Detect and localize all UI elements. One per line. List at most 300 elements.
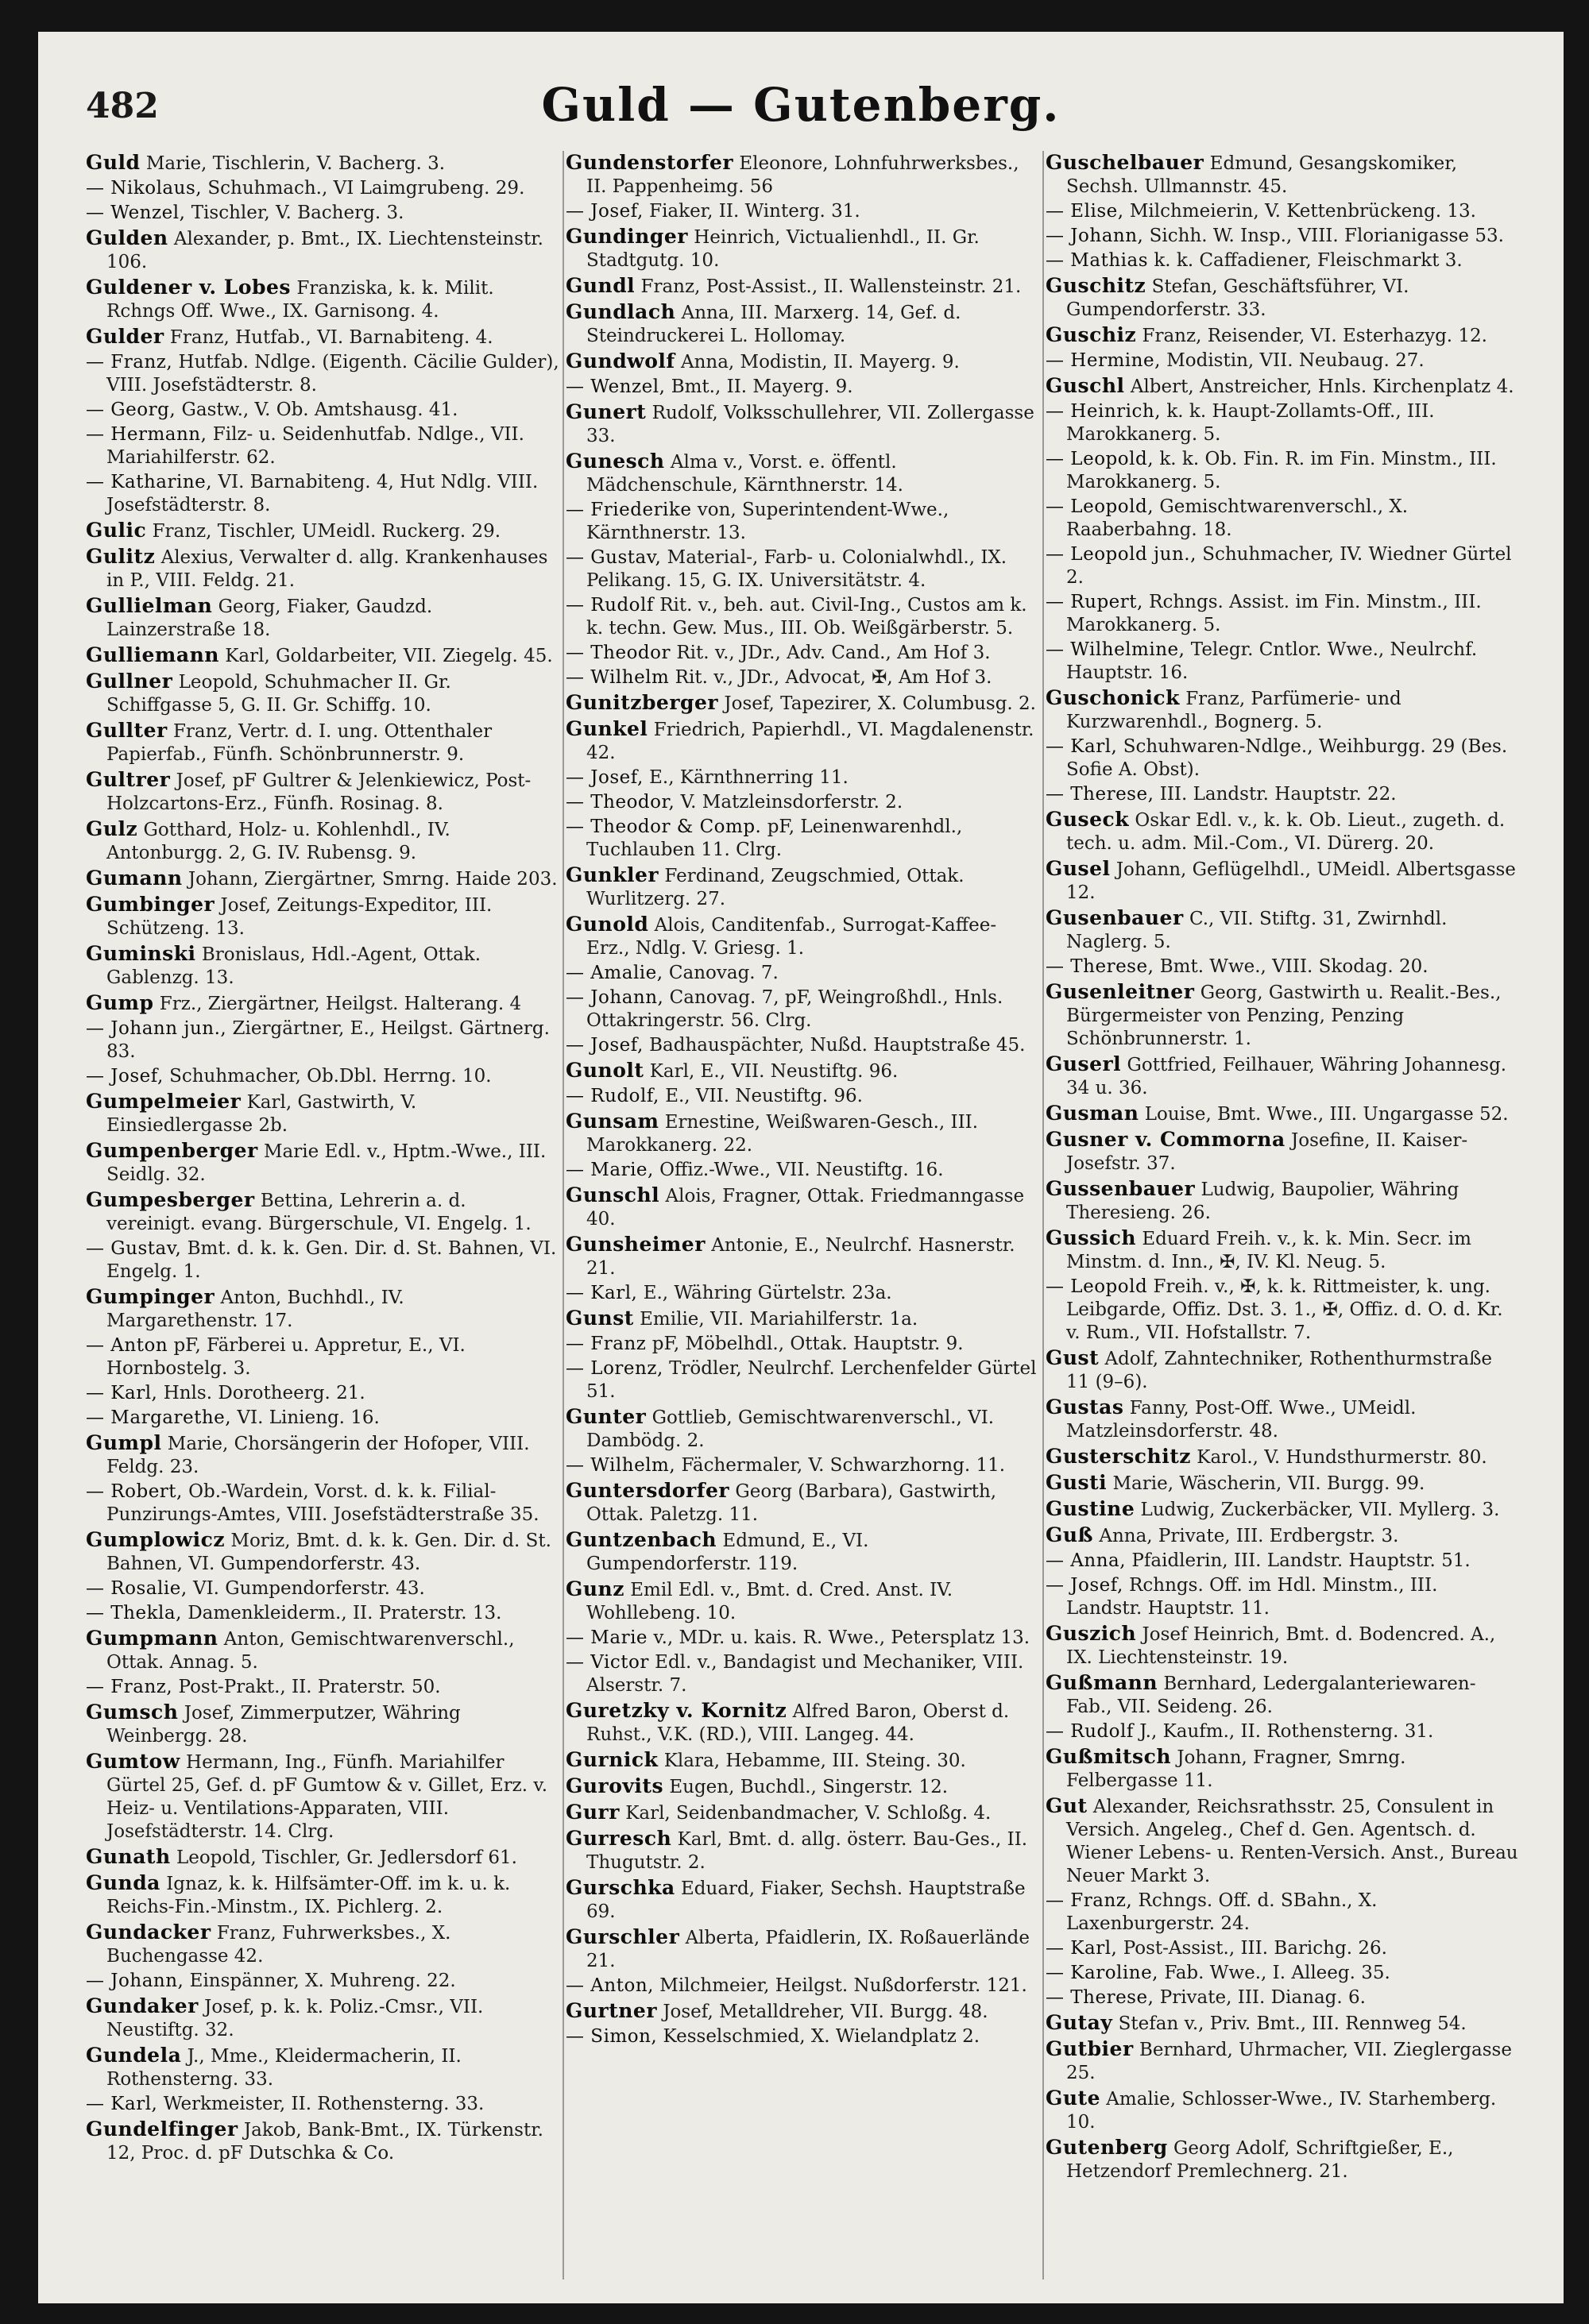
entry-details: Ludwig, Zuckerbäcker, VII. Myllerg. 3. xyxy=(1140,1500,1500,1520)
directory-entry xyxy=(566,1651,1039,1697)
entry-surname: Gutay xyxy=(1046,2011,1113,2034)
entry-surname: — Wenzel, xyxy=(566,376,666,397)
column-3 xyxy=(1046,151,1519,2280)
entry-surname: — Wilhelm, xyxy=(566,1455,676,1476)
entry-surname: Gunkler xyxy=(566,863,659,886)
directory-entry xyxy=(86,1480,559,1527)
column-1 xyxy=(86,151,559,2280)
entry-details: Canovag. 7, pF, Weingroßhdl., Hnls. Ottakringerstr. 56. Clrg. xyxy=(586,987,1003,1031)
entry-details: Gotthard, Holz- u. Kohlenhdl., IV. Antonburgg. 2, G. IV. Rubensg. 9. xyxy=(106,820,450,863)
directory-entry xyxy=(86,1139,559,1187)
directory-entry xyxy=(86,942,559,990)
directory-entry xyxy=(1046,1276,1519,1345)
entry-details: Ernestine, Weißwaren-Gesch., III. Marokkanerg. 22. xyxy=(586,1112,979,1156)
directory-entry xyxy=(566,1876,1039,1924)
entry-details: E., Währing Gürtelstr. 23a. xyxy=(643,1283,892,1303)
entry-surname: — Rudolf, xyxy=(566,1086,659,1106)
directory-entry xyxy=(1046,374,1519,399)
entry-details: Einspänner, X. Muhreng. 22. xyxy=(189,1971,456,1991)
directory-entry xyxy=(1046,1574,1519,1620)
entry-details: Hnls. Dorotheerg. 21. xyxy=(163,1383,365,1403)
directory-entry xyxy=(566,1307,1039,1331)
entry-surname: — Elise, xyxy=(1046,201,1124,222)
entry-surname: Gumplowicz xyxy=(86,1528,226,1551)
directory-entry xyxy=(86,1970,559,1993)
entry-surname: Guß xyxy=(1046,1523,1094,1546)
entry-surname: — Hermann, xyxy=(86,424,207,445)
entry-surname: Gulz xyxy=(86,817,138,840)
entry-details: Freih. v., ✠, k. k. Rittmeister, k. ung. Leibgarde, Offiz. Dst. 3. 1., ✠, Offiz. d. O. d. Kr. v. Rum., VII. Hofstallstr. 7. xyxy=(1066,1276,1503,1343)
entry-details: Franz, Tischler, UMeidl. Ruckerg. 29. xyxy=(152,521,501,542)
entry-surname: Gundenstorfer xyxy=(566,151,734,174)
entry-surname: — Theodor xyxy=(566,643,671,663)
directory-entry xyxy=(1046,151,1519,199)
entry-surname: Gunath xyxy=(86,1845,171,1868)
entry-surname: Guntersdorfer xyxy=(566,1479,730,1502)
entry-surname: Gunold xyxy=(566,913,649,936)
entry-surname: — Josef, xyxy=(86,1066,164,1087)
entry-surname: — Georg, xyxy=(86,400,176,420)
directory-entry xyxy=(1046,2136,1519,2183)
column-divider xyxy=(1042,151,1044,2280)
directory-entry xyxy=(86,1065,559,1088)
entry-surname: Gut xyxy=(1046,1794,1088,1817)
directory-entry xyxy=(1046,1622,1519,1670)
entry-surname: Gullner xyxy=(86,670,173,693)
entry-surname: Gußmann xyxy=(1046,1671,1158,1694)
entry-details: Josef, p. k. k. Poliz.-Cmsr., VII. Neustiftg. 32. xyxy=(106,1997,484,2040)
entry-details: Edmund, E., VI. Gumpendorferstr. 119. xyxy=(586,1531,869,1574)
directory-entry xyxy=(86,1676,559,1699)
entry-details: Edl. v., Bandagist und Mechaniker, VIII. Alserstr. 7. xyxy=(586,1652,1024,1696)
entry-surname: Gutbier xyxy=(1046,2037,1134,2060)
directory-entry xyxy=(1046,1226,1519,1274)
directory-entry xyxy=(566,1577,1039,1625)
entry-surname: Gulic xyxy=(86,519,147,542)
entry-surname: Gulden xyxy=(86,226,168,249)
entry-surname: — Robert, xyxy=(86,1481,183,1502)
directory-entry xyxy=(86,1627,559,1674)
entry-details: Fiaker, II. Winterg. 31. xyxy=(649,201,860,222)
entry-surname: — Karoline, xyxy=(1046,1963,1158,1983)
entry-details: k. k. Haupt-Zollamts-Off., III. Marokkanerg. 5. xyxy=(1066,401,1435,445)
entry-surname: Gurtner xyxy=(566,1999,657,2022)
page-number: 482 xyxy=(86,86,159,126)
directory-entry xyxy=(566,499,1039,545)
directory-entry xyxy=(566,1405,1039,1453)
entry-surname: Gundinger xyxy=(566,225,688,248)
entry-surname: Gullielman xyxy=(86,594,213,617)
directory-entry xyxy=(86,1237,559,1284)
entry-surname: Gunkel xyxy=(566,717,648,740)
entry-details: Bronislaus, Hdl.-Agent, Ottak. Gablenzg. 13. xyxy=(106,944,481,988)
directory-entry xyxy=(86,670,559,717)
entry-details: Bernhard, Ledergalanteriewaren-Fab., VII. Seideng. 26. xyxy=(1066,1674,1476,1717)
entry-details: Rit. v., JDr., Advocat, ✠, Am Hof 3. xyxy=(675,667,992,688)
entry-surname: Gurschka xyxy=(566,1876,675,1899)
directory-entry xyxy=(1046,1445,1519,1469)
entry-surname: Gunda xyxy=(86,1871,160,1894)
entry-details: Bmt. Wwe., VIII. Skodag. 20. xyxy=(1159,956,1429,977)
directory-entry xyxy=(86,1188,559,1236)
directory-entry xyxy=(1046,1962,1519,1985)
entry-details: Georg (Barbara), Gastwirth, Ottak. Paletzg. 11. xyxy=(586,1481,997,1525)
directory-entry xyxy=(566,1925,1039,1973)
entry-surname: — Johann jun., xyxy=(86,1018,227,1039)
directory-entry xyxy=(566,913,1039,960)
entry-details: Bernhard, Uhrmacher, VII. Zieglergasse 25. xyxy=(1066,2040,1512,2083)
entry-surname: Gurresch xyxy=(566,1827,672,1850)
directory-entry xyxy=(566,863,1039,911)
entry-surname: — Wilhelm xyxy=(566,667,670,688)
entry-surname: — Lorenz, xyxy=(566,1358,663,1379)
directory-entry xyxy=(566,1999,1039,2024)
entry-details: Josef, Zeitungs-Expeditor, III. Schützeng. 13. xyxy=(106,895,493,939)
entry-details: Hutfab. Ndlge. (Eigenth. Cäcilie Gulder), VIII. Josefstädterstr. 8. xyxy=(106,352,559,396)
entry-details: Karl, Seidenbandmacher, V. Schloßg. 4. xyxy=(625,1803,992,1824)
entry-details: Ignaz, k. k. Hilfsämter-Off. im k. u. k. Reichs-Fin.-Minstm., IX. Pichlerg. 2. xyxy=(106,1874,511,1917)
directory-entry xyxy=(86,867,559,891)
entry-details: Badhauspächter, Nußd. Hauptstraße 45. xyxy=(649,1035,1026,1056)
directory-entry xyxy=(1046,955,1519,979)
entry-surname: — Leopold, xyxy=(1046,449,1154,469)
entry-surname: Gussich xyxy=(1046,1226,1137,1249)
entry-details: Edmund, Gesangskomiker, Sechsh. Ullmannstr. 45. xyxy=(1066,153,1458,197)
directory-entry xyxy=(86,1577,559,1600)
entry-surname: — Anna, xyxy=(1046,1550,1127,1571)
directory-entry xyxy=(1046,400,1519,446)
entry-details: Georg, Gastwirth u. Realit.-Bes., Bürgermeister von Penzing, Penzing Schönbrunnerstr. 1. xyxy=(1066,982,1502,1049)
entry-surname: Guld xyxy=(86,151,141,174)
directory-entry xyxy=(1046,1177,1519,1225)
entry-surname: Guseck xyxy=(1046,808,1130,831)
entry-details: C., VII. Stiftg. 31, Zwirnhdl. Naglerg. 5. xyxy=(1066,909,1448,952)
page-header xyxy=(86,70,1516,141)
entry-surname: Gulliemann xyxy=(86,643,219,666)
directory-entry xyxy=(1046,1128,1519,1176)
entry-surname: Guschitz xyxy=(1046,274,1146,297)
entry-details: Josef, Tapezirer, X. Columbusg. 2. xyxy=(724,693,1036,714)
directory-entry xyxy=(566,1110,1039,1157)
entry-details: Fächermaler, V. Schwarzhorng. 11. xyxy=(681,1455,1006,1476)
directory-entry xyxy=(1046,1937,1519,1960)
entry-surname: — Rosalie, xyxy=(86,1578,188,1599)
entry-surname: Guminski xyxy=(86,942,196,965)
directory-entry xyxy=(566,274,1039,299)
entry-surname: — Josef, xyxy=(566,767,644,788)
entry-details: Telegr. Cntlor. Wwe., Neulrchf. Hauptstr. 16. xyxy=(1066,639,1478,683)
entry-surname: Guschonick xyxy=(1046,686,1180,709)
entry-surname: Gunert xyxy=(566,400,647,423)
entry-details: VI. Gumpendorferstr. 43. xyxy=(192,1578,425,1599)
entry-surname: Guschl xyxy=(1046,374,1125,397)
entry-surname: — Marie, xyxy=(566,1160,654,1180)
directory-entry xyxy=(1046,274,1519,322)
directory-entry xyxy=(86,2044,559,2091)
entry-details: J., Mme., Kleidermacherin, II. Rothensterng. 33. xyxy=(106,2046,462,2090)
entry-surname: Gusman xyxy=(1046,1102,1139,1125)
entry-details: k. k. Caffadiener, Fleischmarkt 3. xyxy=(1154,250,1463,271)
entry-details: Eleonore, Lohnfuhrwerksbes., II. Pappenheimg. 56 xyxy=(586,153,1019,197)
directory-entry xyxy=(1046,1890,1519,1936)
directory-entry xyxy=(1046,1671,1519,1719)
directory-entry xyxy=(86,202,559,225)
directory-entry xyxy=(1046,2037,1519,2085)
entry-details: Milchmeier, Heilgst. Nußdorferstr. 121. xyxy=(659,1975,1027,1996)
directory-entry xyxy=(566,766,1039,789)
entry-details: Tischler, V. Bacherg. 3. xyxy=(191,203,404,223)
directory-entry xyxy=(86,1701,559,1748)
directory-entry xyxy=(566,816,1039,862)
directory-entry xyxy=(1046,1471,1519,1496)
entry-details: Ob.-Wardein, Vorst. d. k. k. Filial-Punzirungs-Amtes, VIII. Josefstädterstraße 35. xyxy=(106,1481,539,1525)
entry-surname: Gusner v. Commorna xyxy=(1046,1128,1286,1151)
directory-entry xyxy=(566,1159,1039,1182)
entry-details: Rchngs. Off. d. SBahn., X. Laxenburgerstr. 24. xyxy=(1066,1890,1378,1934)
entry-surname: — Marie xyxy=(566,1627,648,1648)
entry-details: Ziergärtner, E., Heilgst. Gärtnerg. 83. xyxy=(106,1018,550,1062)
entry-surname: Gulitz xyxy=(86,545,156,568)
directory-entry xyxy=(1046,639,1519,685)
directory-entry xyxy=(1046,906,1519,954)
directory-entry xyxy=(1046,448,1519,494)
directory-entry xyxy=(86,1921,559,1968)
entry-surname: Gurschler xyxy=(566,1925,680,1948)
entry-surname: Guserl xyxy=(1046,1052,1122,1075)
entry-details: Oskar Edl. v., k. k. Ob. Lieut., zugeth. d. tech. u. adm. Mil.-Com., VI. Dürerg. 20. xyxy=(1066,810,1506,854)
directory-entry xyxy=(566,717,1039,765)
directory-entry xyxy=(86,226,559,274)
entry-details: Marie, Wäscherin, VII. Burgg. 99. xyxy=(1112,1473,1425,1494)
directory-entry xyxy=(1046,1346,1519,1394)
directory-entry xyxy=(566,1748,1039,1773)
entry-surname: Gumann xyxy=(86,867,183,890)
directory-entry xyxy=(86,399,559,422)
entry-details: Material-, Farb- u. Colonialwhdl., IX. Pelikang. 15, G. IX. Universitätstr. 4. xyxy=(586,547,1007,591)
directory-entry xyxy=(1046,496,1519,542)
entry-surname: Gunz xyxy=(566,1577,624,1600)
entry-details: Ferdinand, Zeugschmied, Ottak. Wurlitzerg. 27. xyxy=(586,866,965,909)
entry-details: Josefine, II. Kaiser-Josefstr. 37. xyxy=(1066,1130,1468,1174)
directory-entry xyxy=(86,471,559,517)
entry-details: Private, III. Dianag. 6. xyxy=(1159,1987,1366,2008)
directory-entry xyxy=(566,1528,1039,1576)
entry-details: Klara, Hebamme, III. Steing. 30. xyxy=(663,1751,966,1771)
entry-details: Leopold, Tischler, Gr. Jedlersdorf 61. xyxy=(176,1847,517,1868)
entry-surname: — Johann, xyxy=(1046,226,1144,246)
directory-entry xyxy=(86,423,559,469)
entry-surname: Gusterschitz xyxy=(1046,1445,1191,1468)
directory-entry xyxy=(1046,543,1519,589)
entry-surname: Gultrer xyxy=(86,768,171,791)
entry-details: Albert, Anstreicher, Hnls. Kirchenplatz 4. xyxy=(1130,376,1514,397)
entry-surname: Gussenbauer xyxy=(1046,1177,1196,1200)
entry-surname: Guschelbauer xyxy=(1046,151,1204,174)
entry-surname: — Therese, xyxy=(1046,1987,1154,2008)
directory-entry xyxy=(86,1017,559,1064)
column-2 xyxy=(566,151,1039,2280)
directory-entry xyxy=(566,1699,1039,1747)
entry-surname: — Wilhelmine, xyxy=(1046,639,1185,660)
entry-details: Schuhwaren-Ndlge., Weihburgg. 29 (Bes. Sofie A. Obst). xyxy=(1066,736,1508,780)
entry-details: Anton, Buchhdl., IV. Margarethenstr. 17. xyxy=(106,1287,404,1331)
entry-surname: — Karl, xyxy=(1046,736,1118,757)
directory-entry xyxy=(1046,225,1519,248)
entry-details: Alma v., Vorst. e. öffentl. Mädchenschule, Kärnthnerstr. 14. xyxy=(586,452,903,496)
entry-surname: Gunter xyxy=(566,1405,647,1428)
entry-surname: — Franz, xyxy=(86,352,173,373)
entry-surname: Gumpinger xyxy=(86,1285,215,1308)
directory-entry xyxy=(86,1528,559,1576)
entry-surname: — Friederike xyxy=(566,500,692,520)
entry-details: Pfaidlerin, III. Landstr. Hauptstr. 51. xyxy=(1131,1550,1471,1571)
directory-entry xyxy=(1046,1523,1519,1548)
entry-surname: — Franz, xyxy=(86,1677,173,1697)
directory-entry xyxy=(566,1357,1039,1403)
entry-details: Franz, Vertr. d. I. ung. Ottenthaler Papierfab., Fünfh. Schönbrunnerstr. 9. xyxy=(106,721,493,765)
entry-details: Moriz, Bmt. d. k. k. Gen. Dir. d. St. Bahnen, VI. Gumpendorferstr. 43. xyxy=(106,1531,551,1574)
entry-surname: — Theodor, xyxy=(566,792,675,813)
entry-details: Gottfried, Feilhauer, Währing Johannesg. 34 u. 36. xyxy=(1066,1055,1507,1098)
entry-surname: — Josef, xyxy=(1046,1575,1123,1596)
directory-entry xyxy=(566,376,1039,399)
directory-entry xyxy=(566,1085,1039,1108)
entry-details: Modistin, VII. Neubaug. 27. xyxy=(1166,350,1425,371)
entry-details: Hermann, Ing., Fünfh. Mariahilfer Gürtel 25, Gef. d. pF Gumtow & v. Gillet, Erz. v. Heiz- u. Ventilations-Apparaten, VIII. Josefstädterstr. 14. Clrg. xyxy=(106,1752,547,1842)
entry-details: Sichh. W. Insp., VIII. Florianigasse 53. xyxy=(1149,226,1504,246)
directory-entry xyxy=(566,1479,1039,1527)
directory-entry xyxy=(566,2025,1039,2048)
directory-entry xyxy=(86,1602,559,1625)
directory-entry xyxy=(566,151,1039,199)
directory-entry xyxy=(86,1407,559,1430)
directory-entry xyxy=(1046,686,1519,734)
directory-entry xyxy=(1046,1794,1519,1888)
directory-entry xyxy=(566,349,1039,374)
entry-surname: Gundela xyxy=(86,2044,182,2067)
entry-surname: Gurr xyxy=(566,1801,620,1824)
entry-details: Werkmeister, II. Rothensterng. 33. xyxy=(163,2094,485,2114)
entry-details: Ludwig, Baupolier, Währing Theresieng. 26. xyxy=(1066,1179,1459,1223)
entry-details: Franz, Hutfab., VI. Barnabiteng. 4. xyxy=(169,327,493,348)
directory-entry xyxy=(566,1333,1039,1356)
entry-details: Anna, Private, III. Erdbergstr. 3. xyxy=(1099,1526,1399,1546)
entry-details: Fab. Wwe., I. Alleeg. 35. xyxy=(1164,1963,1390,1983)
entry-surname: Gundacker xyxy=(86,1921,211,1944)
entry-surname: Guntzenbach xyxy=(566,1528,717,1551)
entry-surname: — Margarethe, xyxy=(86,1407,232,1428)
entry-details: Johann, Geflügelhdl., UMeidl. Albertsgasse 12. xyxy=(1066,859,1516,903)
entry-surname: — Anton xyxy=(86,1335,168,1356)
entry-details: Alois, Fragner, Ottak. Friedmanngasse 40. xyxy=(586,1186,1025,1230)
directory-entry xyxy=(566,666,1039,689)
running-head: Guld — Gutenberg. xyxy=(541,78,1061,132)
entry-details: Gemischtwarenverschl., X. Raaberbahng. 18. xyxy=(1066,496,1409,540)
directory-entry xyxy=(566,962,1039,985)
entry-details: Emilie, VII. Mariahilferstr. 1a. xyxy=(640,1309,918,1330)
directory-entry xyxy=(566,225,1039,272)
entry-details: Johann, Fragner, Smrng. Felbergasse 11. xyxy=(1066,1747,1406,1791)
entry-surname: Gumpenberger xyxy=(86,1139,258,1162)
entry-details: Canovag. 7. xyxy=(668,963,779,983)
entry-details: III. Landstr. Hauptstr. 22. xyxy=(1159,784,1397,805)
entry-details: Gastw., V. Ob. Amtshausg. 41. xyxy=(181,400,458,420)
directory-entry xyxy=(566,400,1039,448)
entry-details: Offiz.-Wwe., VII. Neustiftg. 16. xyxy=(659,1160,944,1180)
entry-details: Anna, III. Marxerg. 14, Gef. d. Steindruckerei L. Hollomay. xyxy=(586,303,961,346)
directory-entry xyxy=(1046,1052,1519,1100)
entry-surname: Gumpmann xyxy=(86,1627,218,1650)
entry-details: Karl, Goldarbeiter, VII. Ziegelg. 45. xyxy=(225,646,553,666)
entry-surname: Gulder xyxy=(86,325,164,348)
entry-details: Post-Prakt., II. Praterstr. 50. xyxy=(178,1677,441,1697)
entry-details: Eduard, Fiaker, Sechsh. Hauptstraße 69. xyxy=(586,1878,1026,1922)
entry-details: Franz, Parfümerie- und Kurzwarenhdl., Bognerg. 5. xyxy=(1066,689,1401,732)
entry-surname: Gunsheimer xyxy=(566,1233,706,1256)
entry-surname: — Victor xyxy=(566,1652,649,1673)
entry-details: Alexius, Verwalter d. allg. Krankenhauses in P., VIII. Feldg. 21. xyxy=(106,547,548,591)
entry-surname: Gumsch xyxy=(86,1701,179,1724)
directory-entry xyxy=(86,1845,559,1870)
entry-details: Josef Heinrich, Bmt. d. Bodencred. A., IX. Liechtensteinstr. 19. xyxy=(1066,1624,1496,1668)
directory-entry xyxy=(1046,808,1519,855)
entry-details: Johann, Ziergärtner, Smrng. Haide 203. xyxy=(188,869,558,890)
entry-details: Karl, Bmt. d. allg. österr. Bau-Ges., II. Thugutstr. 2. xyxy=(586,1829,1028,1873)
directory-entry xyxy=(86,768,559,816)
entry-surname: Gußmitsch xyxy=(1046,1745,1171,1768)
entry-surname: Gurovits xyxy=(566,1774,664,1797)
directory-entry xyxy=(1046,2011,1519,2036)
directory-entry xyxy=(1046,1497,1519,1522)
directory-entry xyxy=(566,546,1039,593)
entry-details: Friedrich, Papierhdl., VI. Magdalenenstr. 42. xyxy=(586,720,1034,763)
entry-surname: — Katharine, xyxy=(86,472,213,492)
entry-surname: Guschiz xyxy=(1046,323,1137,346)
directory-entry xyxy=(86,351,559,397)
entry-surname: — Karl, xyxy=(566,1283,638,1303)
directory-entry xyxy=(566,1034,1039,1057)
entry-details: Alfred Baron, Oberst d. Ruhst., V.K. (RD.), VIII. Langeg. 44. xyxy=(586,1701,1010,1745)
entry-details: Schuhmacher, Ob.Dbl. Herrng. 10. xyxy=(169,1066,492,1087)
directory-entry xyxy=(1046,735,1519,782)
entry-surname: Gumpelmeier xyxy=(86,1090,242,1113)
directory-entry xyxy=(86,1750,559,1843)
directory-entry xyxy=(86,519,559,543)
directory-entry xyxy=(1046,1102,1519,1126)
entry-surname: Gumpl xyxy=(86,1431,162,1454)
entry-surname: Gusel xyxy=(1046,857,1111,880)
entry-surname: — Johann, xyxy=(86,1971,184,1991)
entry-details: v., MDr. u. kais. R. Wwe., Petersplatz 13. xyxy=(653,1627,1030,1648)
entry-surname: Gusenbauer xyxy=(1046,906,1184,929)
entry-details: Jakob, Bank-Bmt., IX. Türkenstr. 12, Proc. d. pF Dutschka & Co. xyxy=(106,2120,543,2164)
entry-details: Alexander, p. Bmt., IX. Liechtensteinstr. 106. xyxy=(106,229,543,272)
entry-surname: — Karl, xyxy=(1046,1938,1118,1959)
directory-entry xyxy=(86,893,559,940)
directory-entry xyxy=(566,1975,1039,1998)
entry-surname: — Leopold jun., xyxy=(1046,544,1197,565)
entry-details: Marie, Tischlerin, V. Bacherg. 3. xyxy=(145,153,446,174)
entry-surname: — Nikolaus, xyxy=(86,178,203,199)
entry-surname: Gumtow xyxy=(86,1750,180,1773)
entry-surname: — Rudolf xyxy=(1046,1721,1134,1742)
directory-entry xyxy=(86,1090,559,1137)
directory-entry xyxy=(1046,1720,1519,1743)
directory-entry xyxy=(566,594,1039,640)
entry-surname: Gustas xyxy=(1046,1396,1124,1419)
entry-surname: — Anton, xyxy=(566,1975,654,1996)
directory-entry xyxy=(566,1454,1039,1477)
